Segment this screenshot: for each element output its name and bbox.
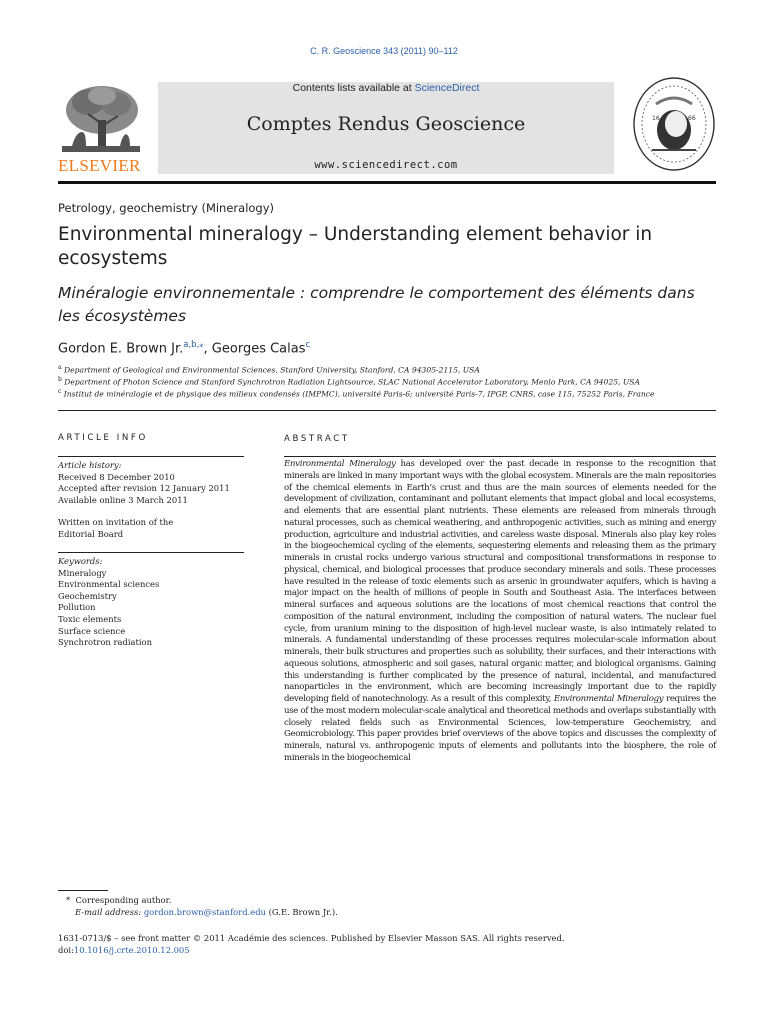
article-title: Environmental mineralogy – Understanding element behavior in ecosystems <box>58 224 653 269</box>
doi-prefix: doi: <box>58 945 74 955</box>
keyword-item: Surface science <box>58 625 126 636</box>
footnote-label: Corresponding author. <box>75 895 172 905</box>
affiliation-mark: c <box>58 388 62 395</box>
footnote-mark: * <box>66 895 71 905</box>
invitation-line: Editorial Board <box>58 528 124 539</box>
keyword-item: Synchrotron radiation <box>58 637 152 648</box>
abstract-heading: ABSTRACT <box>284 434 350 444</box>
email-link[interactable]: gordon.brown@stanford.edu <box>143 907 266 917</box>
affiliation <box>58 376 718 387</box>
abstract-text-part1: has developed over the past decade in response to the recognition that minerals are linked in many important ways with the global ecosystem. Minerals are the main repositories of the chemical elements in Earth’s crust and thus are the main sources of elements needed for the development of civilization, contaminant and pollutant elements that impact global and local ecosystems, and elements that are essential plant nutrients. These elements are released from minerals through natural processes, such as chemical weathering, and anthropogenic activities, such as mining and energy production, agriculture and industrial activities, and careless waste disposal. Minerals also play key roles in the biogeochemical cycling of the elements, sequestering elements and releasing them as the primary minerals in crustal rocks undergo various structural and compositional transformations in response to physical, chemical, and biological processes that produce secondary minerals and soils. These processes have resulted in the release of toxic elements such as arsenic in groundwater aquifers, which is having a major impact on the health of millions of people in South and Southeast Asia. The interfaces between mineral surfaces and aqueous solutions are the locations of most chemical reactions that control the composition of the natural environment, including the composition of natural waters. The nuclear fuel cycle, from uranium mining to the disposition of high-level nuclear waste, is also intimately related to minerals. A fundamental understanding of these processes requires molecular-scale information about minerals, their bulk structures and properties such as solubility, their surfaces, and their interactions with aqueous solutions, atmospheric and soil gases, natural organic matter, and biological organisms. Gaining this understanding is further complicated by the presence of natural, incidental, and manufactured nanoparticles in the environment, which are becoming increasingly important due to the rapidly developing field of nanotechnology. As a result of this complexity, <box>284 459 717 704</box>
author-name[interactable]: Gordon E. Brown Jr. <box>58 341 184 357</box>
article-subtitle: Minéralogie environnementale : comprendre le comportement des éléments dans les écosystèmes <box>58 284 695 325</box>
abstract-lead-italic: Environmental Mineralogy <box>284 459 396 469</box>
elsevier-wordmark: ELSEVIER <box>58 156 141 175</box>
author-affiliation-marks[interactable]: a,b,⁎ <box>183 340 204 350</box>
keywords-label: Keywords: <box>58 556 103 566</box>
article-info-rule <box>58 456 244 457</box>
keyword-item: Environmental sciences <box>58 579 160 590</box>
author-name[interactable]: Georges Calas <box>211 341 306 357</box>
history-accepted: Accepted after revision 12 January 2011 <box>58 483 230 494</box>
invitation-line: Written on invitation of the <box>58 517 174 527</box>
elsevier-tree-logo <box>58 84 144 156</box>
affiliation-text: Department of Photon Science and Stanford Synchrotron Radiation Lightsource, SLAC National Accelerator Laboratory, Menlo Park, CA 94025, USA <box>64 377 640 387</box>
affiliation <box>58 388 718 399</box>
email-label: E-mail address: <box>75 907 144 917</box>
history-received: Received 8 December 2010 <box>58 471 175 482</box>
footnote-rule <box>58 890 108 891</box>
author-list: Gordon E. Brown Jr.$^{a,b,⁎}$, Georges Calas$^c$ <box>58 340 311 357</box>
keyword-item: Toxic elements <box>58 613 122 624</box>
journal-name: Comptes Rendus Geoscience <box>246 113 526 135</box>
keyword-item: Geochemistry <box>58 590 117 601</box>
doi-line <box>58 945 190 957</box>
affiliation-text: Department of Geological and Environmental Sciences, Stanford University, Stanford, CA 94305-2115, USA <box>64 365 480 375</box>
keyword-item: Mineralogy <box>58 567 107 578</box>
contents-line <box>158 82 614 94</box>
header-rule <box>58 181 716 184</box>
article-section: Petrology, geochemistry (Mineralogy) <box>58 201 275 215</box>
article-history <box>58 460 248 506</box>
history-label: Article history: <box>58 460 122 470</box>
keywords-block <box>58 556 248 649</box>
sciencedirect-link[interactable]: ScienceDirect <box>414 82 480 94</box>
abstract-rule <box>284 456 716 457</box>
invitation-note <box>58 517 248 540</box>
email-suffix: (G.E. Brown Jr.). <box>265 907 338 917</box>
svg-text:16: 16 <box>652 115 660 122</box>
article-info-heading: ARTICLE INFO <box>58 433 148 443</box>
journal-citation[interactable]: C. R. Geoscience 343 (2011) 90–112 <box>310 46 458 56</box>
affiliation-mark: a <box>58 364 62 371</box>
author-affiliation-marks[interactable]: c <box>305 340 311 350</box>
keywords-rule <box>58 552 244 553</box>
keyword-item: Pollution <box>58 602 96 613</box>
abstract-mid-italic: Environmental Mineralogy <box>553 694 664 704</box>
issn-copyright: 1631-0713/$ – see front matter © 2011 Académie des sciences. Published by Elsevier Masson SAS. All rights reserved. <box>58 933 565 943</box>
doi-link[interactable]: 10.1016/j.crte.2010.12.005 <box>73 945 190 955</box>
academie-seal-logo <box>630 74 718 174</box>
corresponding-email-line <box>75 907 338 919</box>
affiliation <box>58 364 718 375</box>
abstract-text-part2: requires the use of the most modern molecular-scale analytical and theoretical methods and overlaps substantially with closely related fields such as Environmental Sciences, low-temperature Geochemistry, and Geomicrobiology. This paper provides brief overviews of the above topics and discusses the complexity of minerals, natural vs. anthropogenic inputs of elements and pollutants into the biosphere, the role of minerals in the biogeochemical <box>284 694 716 763</box>
affiliation-mark: b <box>58 376 62 383</box>
contents-prefix: Contents lists available at <box>292 82 415 94</box>
affiliation-text: Institut de minéralogie et de physique des milieux condensés (IMPMC), université Paris-6; université Paris-7, IPGP, CNRS, case 115, 75252 Paris, France <box>63 389 655 399</box>
history-online: Available online 3 March 2011 <box>58 494 188 505</box>
corresponding-author-note <box>66 895 171 907</box>
svg-text:66: 66 <box>688 115 696 122</box>
journal-url[interactable]: www.sciencedirect.com <box>314 159 458 171</box>
affiliation-rule <box>58 410 716 411</box>
abstract-body <box>284 459 716 765</box>
